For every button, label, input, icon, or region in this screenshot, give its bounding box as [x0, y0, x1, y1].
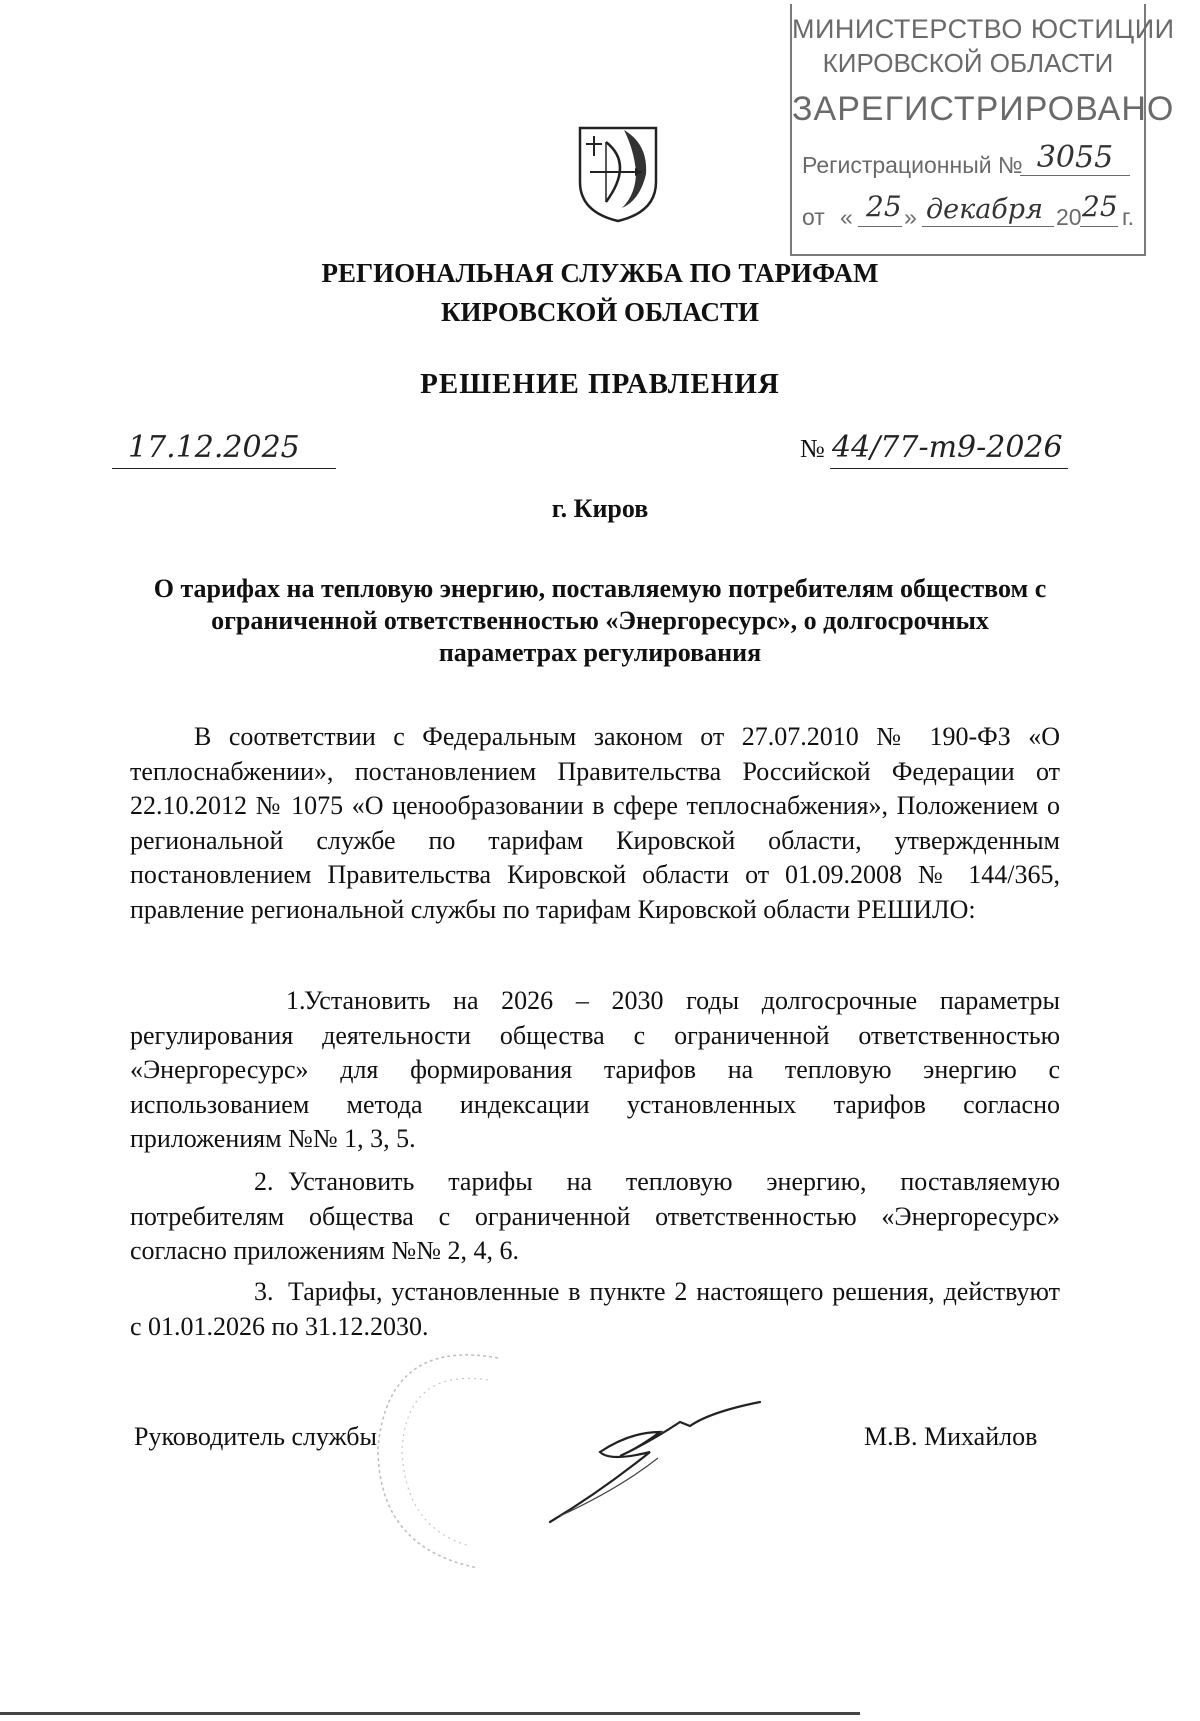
decision-item-number: 3. — [254, 1277, 274, 1306]
decision-date: 17.12.2025 — [128, 430, 300, 465]
stamp-date-year-prefix: 20 — [1056, 204, 1082, 230]
signatory-name: М.В. Михайлов — [864, 1422, 1038, 1451]
stamp-date-year-abbr: г. — [1122, 204, 1134, 230]
decision-number-underline — [830, 468, 1068, 469]
organization-name-line1: РЕГИОНАЛЬНАЯ СЛУЖБА ПО ТАРИФАМ — [321, 258, 879, 288]
city: г. Киров — [551, 494, 649, 523]
decision-title: РЕШЕНИЕ ПРАВЛЕНИЯ — [420, 368, 780, 400]
decision-number-sign: № — [800, 434, 825, 463]
handwritten-signature — [540, 1392, 840, 1532]
decision-item — [130, 984, 1060, 1157]
stamp-date-close-quote: » — [904, 204, 917, 230]
decision-number: 44/77-т9-2026 — [832, 430, 1063, 465]
signatory-role: Руководитель службы — [134, 1422, 377, 1451]
decision-item-text: Тарифы, установленные в пункте 2 настоящего решения, действуют с 01.01.2026 по 31.12.2030. — [130, 1277, 1060, 1341]
stamp-month-underline — [922, 226, 1054, 227]
stamp-day-underline — [858, 226, 902, 227]
stamp-reg-number: 3055 — [1020, 140, 1130, 176]
stamp-reg-label: Регистрационный № — [802, 152, 1023, 178]
decision-item — [130, 1165, 1060, 1269]
stamp-date-prefix: от — [802, 204, 825, 230]
stamp-year-underline — [1080, 226, 1118, 227]
stamp-date-month: декабря — [926, 194, 1043, 225]
decision-item-text: Установить тарифы на тепловую энергию, поставляемую потребителям общества с ограниченной ответственностью «Энергоресурс» согласно приложениям №№ 2, 4, 6. — [130, 1167, 1060, 1265]
stamp-date-open-quote: « — [840, 204, 853, 230]
registration-stamp — [790, 4, 1175, 256]
preamble-paragraph: В соответствии с Федеральным законом от 27.07.2010 № 190-ФЗ «О теплоснабжении», постановлением Правительства Российской Федерации от 22.10.2012 № 1075 «О ценообразовании в сфере теплоснабжения», Положением о региональной службе по тарифам Кировской области, утвержденным постановлением Правительства Кировской области от 01.09.2008 № 144/365, правление региональной службы по тарифам Кировской области РЕШИЛО: — [130, 722, 1060, 924]
page-bottom-edge — [0, 1712, 860, 1715]
stamp-registered-line: ЗАРЕГИСТРИРОВАНО — [792, 90, 1175, 128]
kirov-coat-of-arms-icon — [576, 124, 660, 224]
stamp-date-year-suffix: 25 — [1082, 190, 1118, 223]
stamp-ministry-line: МИНИСТЕРСТВО ЮСТИЦИИ — [792, 14, 1175, 44]
decision-item-number: 1. — [286, 986, 306, 1015]
decision-date-underline — [112, 468, 336, 469]
decision-item-number: 2. — [254, 1167, 274, 1196]
decision-item — [130, 1275, 1060, 1344]
organization-name-line2: КИРОВСКОЙ ОБЛАСТИ — [440, 297, 760, 327]
stamp-date-day: 25 — [866, 190, 902, 223]
decision-item-text: Установить на 2026 – 2030 годы долгосрочные параметры регулирования деятельности общества с ограниченной ответственностью «Энергоресурс» для формирования тарифов на тепловую энергию с использованием метода индексации установленных тарифов согласно приложениям №№ 1, 3, 5. — [130, 986, 1060, 1153]
document-subject: О тарифах на тепловую энергию, поставляемую потребителям обществом с ограниченной ответственностью «Энергоресурс», о долгосрочных параметрах регулирования — [153, 574, 1047, 667]
official-seal — [348, 1318, 548, 1588]
stamp-region-line: КИРОВСКОЙ ОБЛАСТИ — [822, 48, 1114, 78]
